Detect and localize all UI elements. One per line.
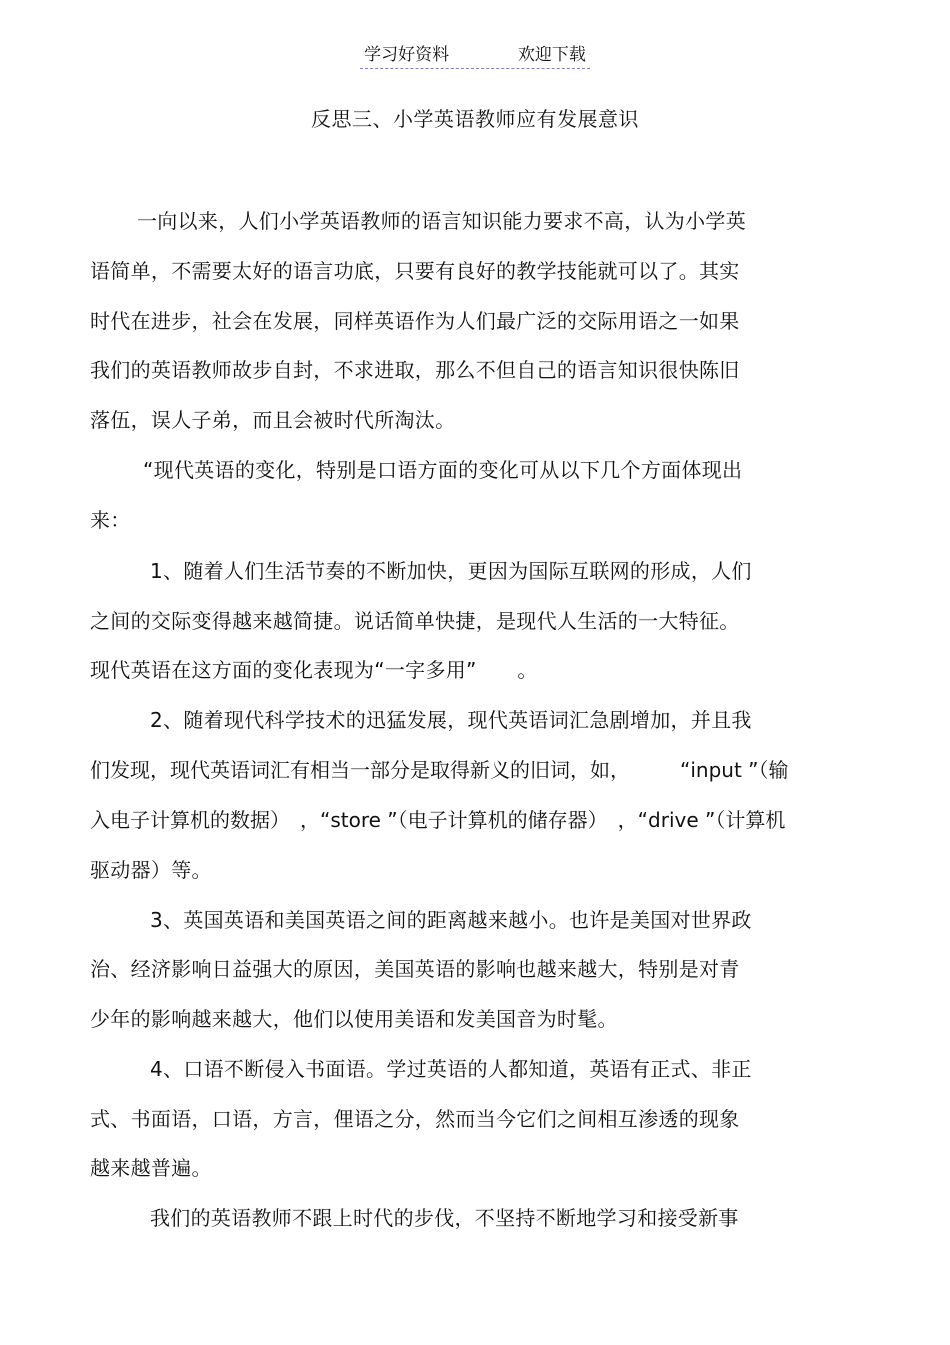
text-line: 时代在进步，社会在发展，同样英语作为人们最广泛的交际用语之一如果 xyxy=(90,309,740,333)
text-line: 我们的英语教师不跟上时代的步伐，不坚持不断地学习和接受新事 xyxy=(150,1206,739,1230)
text-line: 们发现，现代英语词汇有相当一部分是取得新义的旧词，如， “input ”（输 xyxy=(90,758,789,782)
page-header xyxy=(0,40,950,69)
text-line: 入电子计算机的数据） ，“store ”（电子计算机的储存器） ，“drive ”（计算机 xyxy=(90,808,786,832)
text-line: 4、口语不断侵入书面语。学过英语的人都知道，英语有正式、非正 xyxy=(150,1057,752,1081)
text-line: 驱动器）等。 xyxy=(90,858,212,882)
text-line: 越来越普遍。 xyxy=(90,1156,212,1180)
text-line: 少年的影响越来越大，他们以使用美语和发美国音为时髦。 xyxy=(90,1007,618,1031)
text-line: 2、随着现代科学技术的迅猛发展，现代英语词汇急剧增加，并且我 xyxy=(150,708,752,732)
text-line: 来： xyxy=(90,508,131,532)
text-line: 1、随着人们生活节奏的不断加快，更因为国际互联网的形成，人们 xyxy=(150,559,752,583)
text-line: 治、经济影响日益强大的原因，美国英语的影响也越来越大，特别是对青 xyxy=(90,957,740,981)
text-line: “现代英语的变化，特别是口语方面的变化可从以下几个方面体现出 xyxy=(143,458,743,482)
document-title: 反思三、小学英语教师应有发展意识 xyxy=(311,107,639,131)
header-banner xyxy=(360,40,590,69)
text-line: 语简单，不需要太好的语言功底，只要有良好的教学技能就可以了。其实 xyxy=(90,259,740,283)
text-line: 之间的交际变得越来越简捷。说话简单快捷，是现代人生活的一大特征。 xyxy=(90,609,740,633)
header-right-text: 欢迎下载 xyxy=(517,45,586,65)
text-line: 3、英国英语和美国英语之间的距离越来越小。也许是美国对世界政 xyxy=(150,908,752,932)
text-line: 一向以来，人们小学英语教师的语言知识能力要求不高，认为小学英 xyxy=(137,209,746,233)
text-line: 式、书面语，口语，方言，俚语之分，然而当今它们之间相互渗透的现象 xyxy=(90,1107,740,1131)
text-line: 落伍，误人子弟，而且会被时代所淘汰。 xyxy=(90,408,456,432)
header-left-text: 学习好资料 xyxy=(364,45,450,65)
text-line: 我们的英语教师故步自封，不求进取，那么不但自己的语言知识很快陈旧 xyxy=(90,358,740,382)
text-line: 现代英语在这方面的变化表现为“一字多用” 。 xyxy=(90,658,538,682)
